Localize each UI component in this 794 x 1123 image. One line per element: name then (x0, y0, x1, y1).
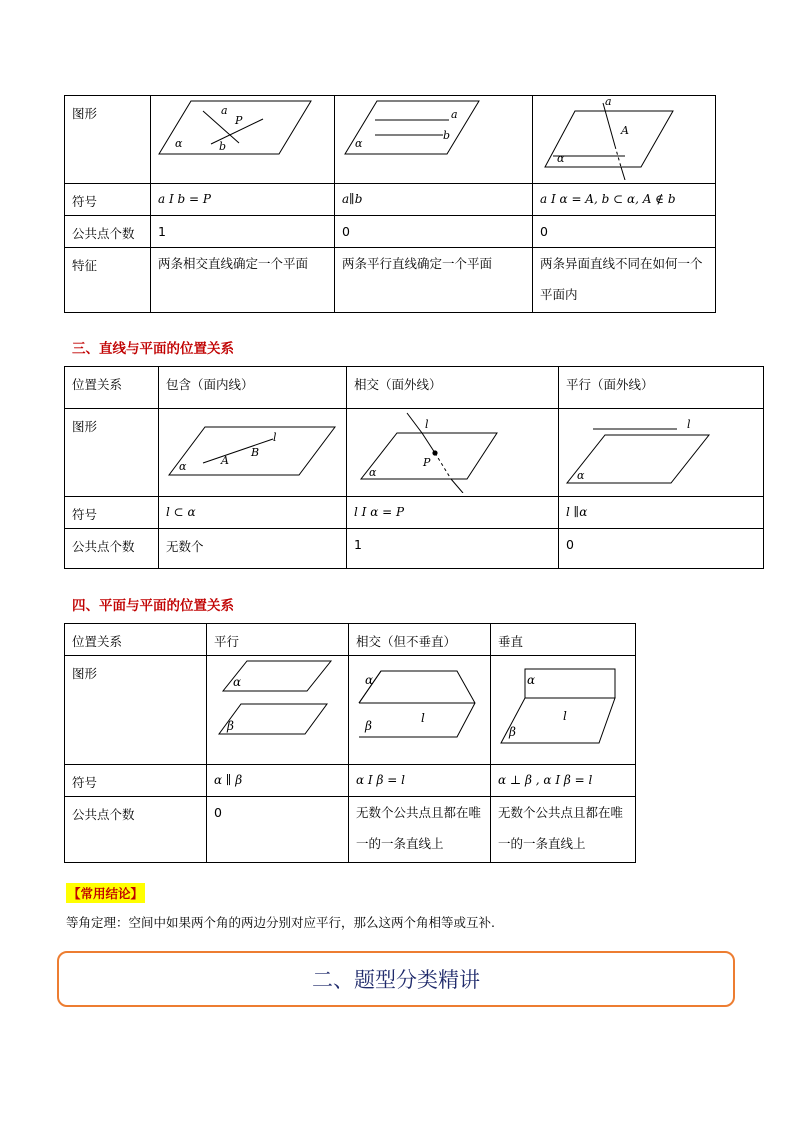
label-a: a (221, 104, 228, 117)
label-B: B (251, 446, 260, 459)
table-row (65, 216, 716, 248)
symbol-cell: l I α = P (347, 497, 559, 529)
row-label: 图形 (65, 409, 159, 497)
feature-cell: 两条平行直线确定一个平面 (335, 248, 533, 313)
label-A: A (621, 124, 629, 137)
header-cell: 包含（面内线） (159, 367, 347, 409)
figure-parallel-planes (207, 656, 349, 765)
label-l: l (687, 418, 691, 431)
common-conclusion-tag: 【常用结论】 (66, 883, 145, 903)
count-cell: 0 (533, 216, 716, 248)
label-a: a (451, 108, 458, 121)
row-label: 公共点个数 (65, 529, 159, 569)
label-alpha: α (175, 137, 183, 150)
label-beta: β (365, 719, 372, 733)
plane-plane-relation-table (64, 623, 636, 863)
section-banner (57, 951, 735, 1007)
count-cell: 无数个 (159, 529, 347, 569)
header-cell: 平行 (207, 624, 349, 656)
count-cell: 0 (559, 529, 764, 569)
label-beta: β (509, 725, 516, 739)
table-row (65, 765, 636, 797)
label-alpha: α (577, 469, 585, 482)
row-label: 特征 (65, 248, 151, 313)
header-cell: 相交（面外线） (347, 367, 559, 409)
header-cell: 平行（面外线） (559, 367, 764, 409)
label-beta: β (227, 719, 234, 733)
figure-skew-lines (533, 96, 716, 184)
table-row (65, 624, 636, 656)
count-cell: 0 (207, 797, 349, 863)
table-row (65, 409, 764, 497)
symbol-cell: l ∥α (559, 497, 764, 529)
symbol-cell: a∥b (335, 184, 533, 216)
label-alpha: α (557, 152, 565, 165)
symbol-cell: α I β = l (349, 765, 491, 797)
figure-line-in-plane (159, 409, 347, 497)
figure-line-intersects-plane (347, 409, 559, 497)
header-cell: 位置关系 (65, 624, 207, 656)
figure-intersecting-lines (151, 96, 335, 184)
table-row (65, 367, 764, 409)
figure-line-parallel-plane (559, 409, 764, 497)
section-title: 四、平面与平面的位置关系 (72, 598, 234, 614)
label-l: l (421, 711, 425, 725)
count-cell: 无数个公共点且都在唯一的一条直线上 (349, 797, 491, 863)
figure-parallel-lines (335, 96, 533, 184)
label-l: l (273, 431, 277, 444)
table-row (65, 656, 636, 765)
row-label: 符号 (65, 184, 151, 216)
label-alpha: α (355, 137, 363, 150)
symbol-cell: α ⊥ β , α I β = l (491, 765, 636, 797)
section-title: 三、直线与平面的位置关系 (72, 341, 234, 357)
header-cell: 位置关系 (65, 367, 159, 409)
label-alpha: α (527, 673, 536, 687)
count-cell: 无数个公共点且都在唯一的一条直线上 (491, 797, 636, 863)
count-cell: 0 (335, 216, 533, 248)
line-plane-relation-table (64, 366, 764, 569)
count-cell: 1 (347, 529, 559, 569)
label-alpha: α (233, 675, 242, 689)
count-cell: 1 (151, 216, 335, 248)
row-label: 公共点个数 (65, 216, 151, 248)
label-alpha: α (369, 466, 377, 479)
label-l: l (563, 709, 567, 723)
row-label: 图形 (65, 96, 151, 184)
label-l: l (425, 418, 429, 431)
label-b: b (219, 140, 227, 153)
header-cell: 垂直 (491, 624, 636, 656)
symbol-cell: a I b = P (151, 184, 335, 216)
row-label: 图形 (65, 656, 207, 765)
table-row (65, 184, 716, 216)
feature-cell: 两条异面直线不同在如何一个平面内 (533, 248, 716, 313)
symbol-cell: α ∥ β (207, 765, 349, 797)
row-label: 符号 (65, 765, 207, 797)
label-A: A (221, 454, 229, 467)
label-P: P (423, 456, 431, 469)
row-label: 符号 (65, 497, 159, 529)
label-P: P (235, 114, 243, 127)
table-row (65, 248, 716, 313)
header-cell: 相交（但不垂直） (349, 624, 491, 656)
table-row (65, 497, 764, 529)
table-row (65, 96, 716, 184)
table-row (65, 797, 636, 863)
label-alpha: α (179, 460, 187, 473)
row-label: 公共点个数 (65, 797, 207, 863)
label-b: b (443, 129, 451, 142)
banner-title: 二、题型分类精讲 (312, 968, 480, 992)
symbol-cell: l ⊂ α (159, 497, 347, 529)
feature-cell: 两条相交直线确定一个平面 (151, 248, 335, 313)
line-line-relation-table (64, 95, 716, 313)
figure-intersecting-planes (349, 656, 491, 765)
label-alpha: α (365, 673, 374, 687)
label-a: a (605, 96, 612, 108)
equal-angle-theorem: 等角定理：空间中如果两个角的两边分别对应平行，那么这两个角相等或互补. (66, 915, 495, 930)
table-row (65, 529, 764, 569)
figure-perpendicular-planes (491, 656, 636, 765)
symbol-cell: a I α = A, b ⊂ α, A ∉ b (533, 184, 716, 216)
